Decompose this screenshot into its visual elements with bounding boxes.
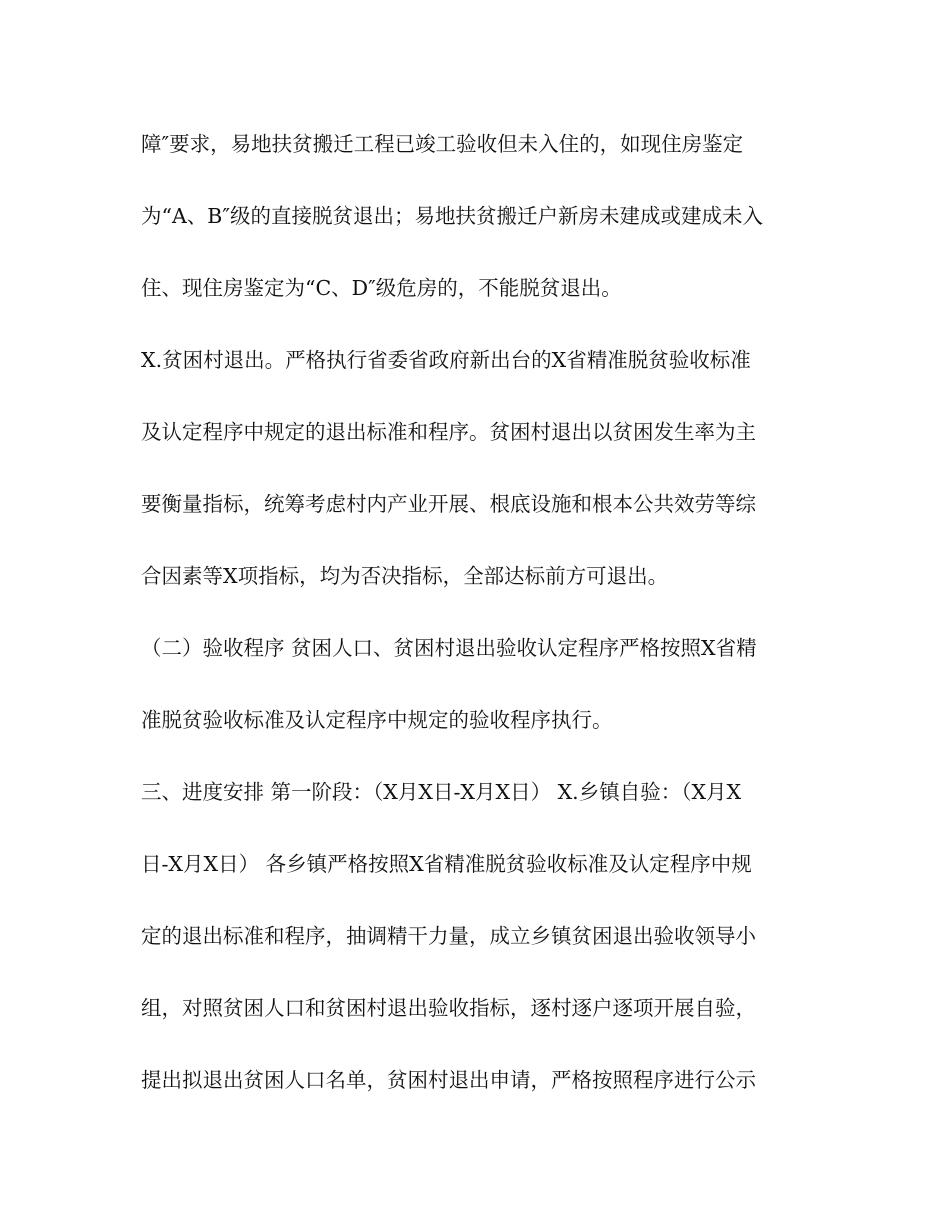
- text-line: X.贫困村退出。严格执行省委省政府新出台的X省精准脱贫验收标准: [141, 348, 751, 372]
- text-line: 为“A、B″级的直接脱贫退出；易地扶贫搬迁户新房未建成或建成未入: [141, 204, 764, 228]
- text-line: 准脱贫验收标准及认定程序中规定的验收程序执行。: [141, 708, 613, 732]
- text-line: 要衡量指标，统筹考虑村内产业开展、根底设施和根本公共效劳等综: [141, 492, 756, 516]
- text-line: （二）验收程序 贫困人口、贫困村退出验收认定程序严格按照X省精: [141, 636, 757, 660]
- text-line: 合因素等X项指标，均为否决指标，全部达标前方可退出。: [141, 564, 669, 588]
- text-line: 障″要求，易地扶贫搬迁工程已竣工验收但未入住的，如现住房鉴定: [141, 132, 744, 156]
- text-line: 日-X月X日） 各乡镇严格按照X省精准脱贫验收标准及认定程序中规: [141, 852, 752, 876]
- text-line: 提出拟退出贫困人口名单，贫困村退出申请，严格按照程序进行公示: [141, 1068, 756, 1092]
- text-line: 住、现住房鉴定为“C、D″级危房的，不能脱贫退出。: [141, 276, 622, 300]
- text-line: 组，对照贫困人口和贫困村退出验收指标，逐村逐户逐项开展自验，: [141, 996, 756, 1020]
- text-line: 三、进度安排 第一阶段：（X月X日-X月X日） X.乡镇自验：（X月X: [141, 780, 742, 804]
- text-line: 定的退出标准和程序，抽调精干力量，成立乡镇贫困退出验收领导小: [141, 924, 756, 948]
- text-line: 及认定程序中规定的退出标准和程序。贫困村退出以贫困发生率为主: [141, 420, 756, 444]
